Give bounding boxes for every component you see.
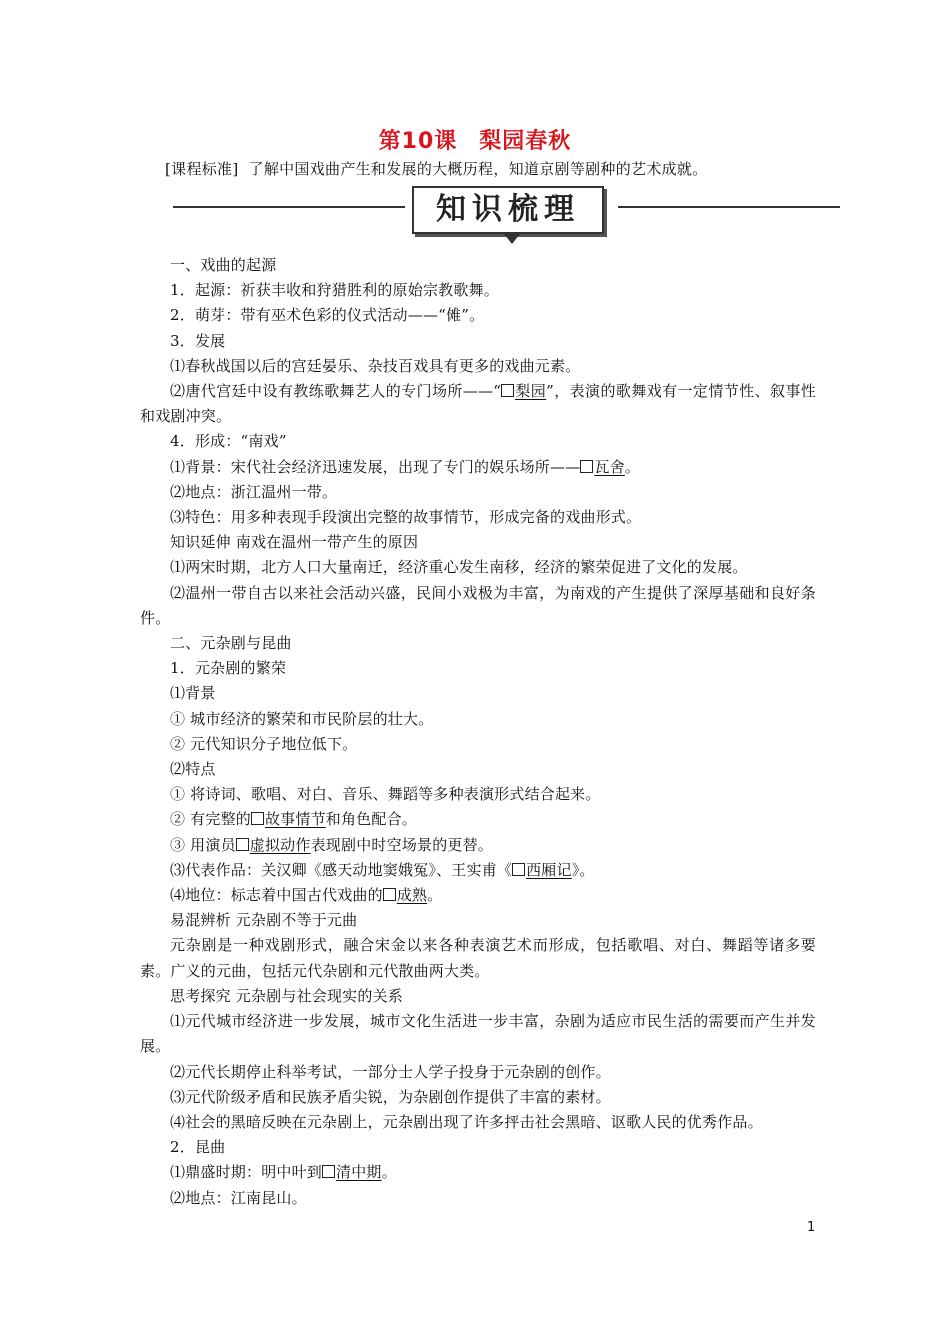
paragraph: ⑵地点：浙江温州一带。 [170, 482, 338, 501]
lesson-title: 梨园春秋 [479, 129, 572, 154]
checkbox-icon [322, 1165, 335, 1178]
paragraph: 1．起源：祈获丰收和狩猎胜利的原始宗教歌舞。 [170, 281, 499, 300]
paragraph: 元杂剧是一种戏剧形式，融合宋金以来各种表演艺术而形成，包括歌唱、对白、舞蹈等诸多要素。广义的元曲，包括元代杂剧和元代散曲两大类。 [140, 936, 816, 980]
text: 。 [381, 1163, 397, 1182]
text: ⑷地位：标志着中国古代戏曲的 [170, 886, 383, 905]
text: 和角色配合。 [325, 810, 417, 829]
checkbox-icon [251, 812, 264, 825]
paragraph: ⑵地点：江南昆山。 [170, 1188, 307, 1207]
paragraph: ⑴背景 [170, 684, 216, 703]
banner-box [412, 186, 604, 234]
answer-text: 梨园 [515, 382, 547, 401]
paragraph: ⑴两宋时期，北方人口大量南迁，经济重心发生南移，经济的繁荣促进了文化的发展。 [170, 558, 748, 577]
text: 。 [624, 457, 641, 476]
answer-blank [251, 810, 326, 828]
paragraph: ① 城市经济的繁荣和市民阶层的壮大。 [170, 709, 434, 728]
answer-text: 虚拟动作 [249, 835, 311, 854]
paragraph [140, 883, 816, 908]
callout-heading: 思考探究 元杂剧与社会现实的关系 [170, 986, 403, 1005]
page-title [0, 124, 950, 155]
banner-pointer-icon [504, 234, 520, 244]
paragraph [140, 379, 816, 429]
paragraph [140, 833, 816, 858]
text: ⑶代表作品：关汉卿《感天动地窦娥冤》、王实甫《 [170, 860, 513, 879]
paragraph: 1．元杂剧的繁荣 [170, 659, 287, 678]
paragraph: ⑶特色：用多种表现手段演出完整的故事情节，形成完备的戏曲形式。 [170, 508, 642, 527]
answer-text: 瓦舍 [594, 457, 625, 476]
standard-text: 了解中国戏曲产生和发展的大概历程，知道京剧等剧种的艺术成就。 [248, 160, 708, 178]
paragraph: ⑵元代长期停止科举考试，一部分士人学子投身于元杂剧的创作。 [170, 1062, 611, 1081]
callout-heading: 易混辨析 元杂剧不等于元曲 [170, 911, 358, 930]
answer-blank [383, 886, 427, 904]
course-standard [165, 158, 708, 179]
paragraph: ② 元代知识分子地位低下。 [170, 734, 358, 753]
paragraph: 2．昆曲 [170, 1138, 226, 1157]
paragraph: ⑴春秋战国以后的宫廷晏乐、杂技百戏具有更多的戏曲元素。 [170, 356, 581, 375]
paragraph: ⑵温州一带自古以来社会活动兴盛，民间小戏极为丰富，为南戏的产生提供了深厚基础和良好条件。 [140, 583, 816, 627]
paragraph: ⑷社会的黑暗反映在元杂剧上，元杂剧出现了许多抨击社会黑暗、讴歌人民的优秀作品。 [170, 1112, 763, 1131]
checkbox-icon [501, 384, 514, 397]
answer-text: 西厢记 [526, 860, 572, 879]
paragraph: ⑴元代城市经济进一步发展，城市文化生活进一步丰富，杂剧为适应市民生活的需要而产生并发展。 [140, 1012, 816, 1056]
text: ”，表演的歌舞戏有一定情节性、叙事性和戏剧冲突。 [140, 382, 817, 426]
text: 》。 [571, 860, 595, 879]
paragraph [140, 455, 816, 480]
answer-text: 清中期 [336, 1163, 382, 1182]
paragraph [140, 807, 816, 832]
text: ⑵唐代宫廷中设有教练歌舞艺人的专门场所——“ [170, 382, 502, 401]
checkbox-icon [580, 460, 593, 473]
checkbox-icon [512, 863, 525, 876]
paragraph: ⑶元代阶级矛盾和民族矛盾尖锐，为杂剧创作提供了丰富的素材。 [170, 1087, 611, 1106]
paragraph [140, 858, 816, 883]
section-banner [165, 182, 840, 244]
lesson-number: 第10课 [378, 129, 458, 154]
answer-blank [512, 861, 572, 879]
banner-rule-right [618, 206, 840, 208]
answer-blank [501, 382, 546, 400]
page-number: 1 [807, 1220, 816, 1235]
paragraph: 2．萌芽：带有巫术色彩的仪式活动——“傩”。 [170, 306, 485, 325]
text: 。 [427, 886, 443, 905]
paragraph: ① 将诗词、歌唱、对白、音乐、舞蹈等多种表演形式结合起来。 [170, 785, 601, 804]
standard-tag: [课程标准] [165, 160, 239, 178]
text: ③ 用演员 [170, 835, 236, 854]
banner-rule-left [173, 206, 405, 208]
answer-text: 成熟 [396, 886, 428, 905]
answer-blank [580, 458, 624, 476]
section-heading: 一、戏曲的起源 [170, 256, 277, 274]
text: ② 有完整的 [170, 810, 251, 829]
checkbox-icon [383, 888, 396, 901]
text: ⑴鼎盛时期：明中叶到 [170, 1163, 323, 1182]
answer-text: 故事情节 [264, 810, 326, 829]
paragraph: ⑵特点 [170, 760, 216, 779]
document-body [140, 253, 816, 1211]
section-heading: 二、元杂剧与昆曲 [170, 634, 292, 653]
answer-blank [322, 1163, 382, 1181]
text: ⑴背景：宋代社会经济迅速发展，出现了专门的娱乐场所—— [170, 457, 581, 476]
answer-blank [236, 836, 311, 854]
paragraph: 4．形成：“南戏” [170, 432, 287, 451]
checkbox-icon [236, 838, 249, 851]
text: 表现剧中时空场景的更替。 [310, 835, 493, 854]
banner-label: 知识梳理 [436, 192, 580, 227]
callout-heading: 知识延伸 南戏在温州一带产生的原因 [170, 533, 419, 552]
paragraph [140, 1160, 816, 1185]
paragraph: 3．发展 [170, 331, 226, 350]
